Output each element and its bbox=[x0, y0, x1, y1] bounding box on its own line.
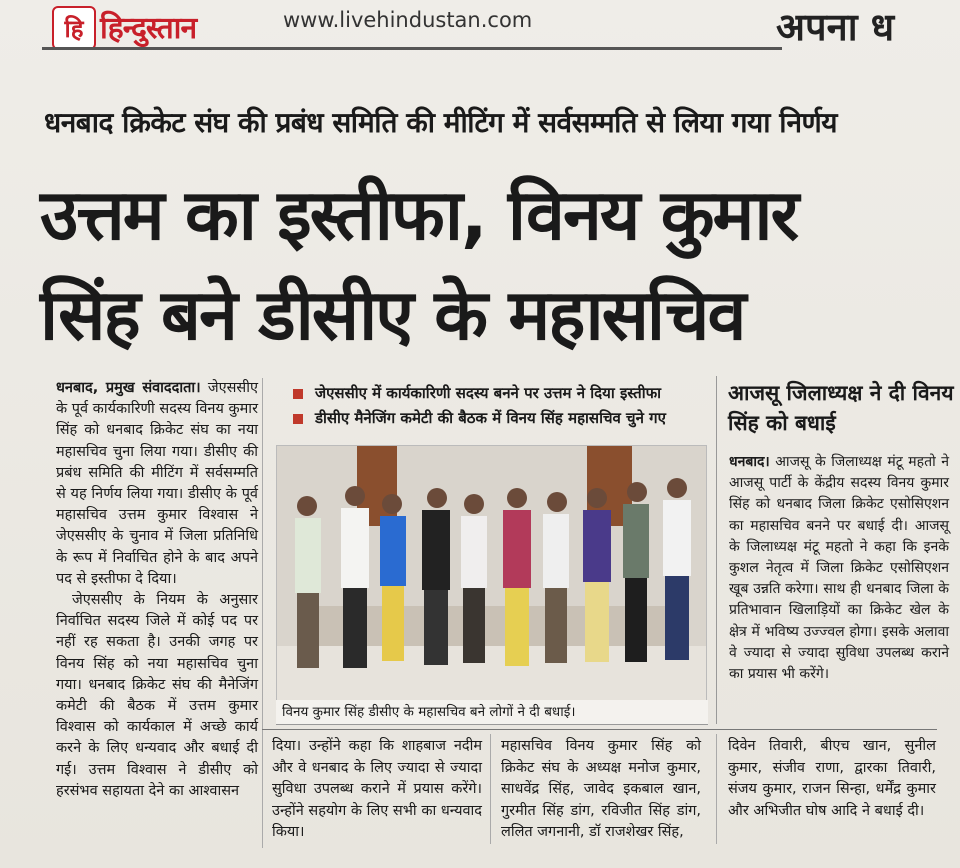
section-rule bbox=[262, 729, 937, 730]
sidebar-column-2: दिवेन तिवारी, बीएच खान, सुनील कुमार, संजीव राणा, द्वारका तिवारी, संजय कुमार, राजन सिन्हा, धर्मेंद्र कुमार और अभिजीत घोष आदि ने बधाई दी। bbox=[728, 738, 936, 819]
col1-paragraph-2: जेएससीए के नियम के अनुसार निर्वाचित सदस्य जिले में कोई पद पर नहीं रह सकता है। उनकी जगह पर विनय सिंह को नया महासचिव चुना गया। धनबाद क्रिकेट संघ की मैनेजिंग कमेटी की बैठक में उत्तम कुमार विश्वास को कार्यकाल में अच्छे कार्य करने के लिए धन्यवाद और बधाई दी गई। उत्तम विश्वास ने डीसीए को हरसंभव सहायता देने का आश्वासन bbox=[56, 592, 258, 799]
group-photo-illustration bbox=[277, 446, 706, 700]
highlight-item: डीसीए मैनेजिंग कमेटी की बैठक में विनय सिंह महासचिव चुने गए bbox=[293, 406, 693, 431]
column-divider bbox=[490, 734, 491, 844]
article-kicker: धनबाद क्रिकेट संघ की प्रबंध समिति की मीटिंग में सर्वसम्मति से लिया गया निर्णय bbox=[44, 106, 838, 139]
section-title: अपना ध bbox=[776, 5, 895, 49]
column-divider bbox=[716, 734, 717, 844]
dateline: धनबाद, प्रमुख संवाददाता। bbox=[56, 380, 201, 396]
sidebar-headline: आजसू जिलाध्यक्ष ने दी विनय सिंह को बधाई bbox=[728, 381, 954, 435]
headline-line-1: उत्तम का इस्तीफा, विनय कुमार bbox=[40, 174, 798, 256]
article-column-2: दिया। उन्होंने कहा कि शाहबाज नदीम और वे धनबाद के लिए ज्यादा से ज्यादा सुविधा उपलब्ध कराने में प्रयास करेंगे। उन्होंने सहयोग के लिए सभी का धन्यवाद किया। bbox=[272, 738, 482, 840]
highlights-list bbox=[293, 381, 693, 431]
group-photo bbox=[276, 445, 707, 701]
masthead-rule bbox=[42, 47, 782, 50]
newspaper-logo: हि bbox=[52, 6, 96, 50]
headline-line-2: सिंह बने डीसीए के महासचिव bbox=[40, 274, 745, 356]
sidebar-divider bbox=[716, 376, 717, 724]
highlight-item: जेएससीए में कार्यकारिणी सदस्य बनने पर उत्तम ने दिया इस्तीफा bbox=[293, 381, 693, 406]
sidebar-text: आजसू के जिलाध्यक्ष मंटू महतो ने आजसू पार्टी के केंद्रीय सदस्य विनय कुमार सिंह को धनबाद जिला क्रिकेट एसोसिएशन का महासचिव बनने पर बधाई दी। आजसू के जिलाध्यक्ष मंटू महतो ने कहा कि इनके कुशल नेतृत्व में जिला क्रिकेट एसोसिएशन खूब उन्नति करेगा। साथ ही धनबाद जिला के प्रतिभावान खिलाड़ियों का क्रिकेट खेल के क्षेत्र में भविष्य उज्ज्वल होगा। इसके अलावा वे ज्यादा से ज्यादा सुविधा उपलब्ध कराने का प्रयास भी करेंगे। bbox=[729, 454, 949, 683]
sidebar-body bbox=[729, 452, 949, 685]
newspaper-brand: हिन्दुस्तान bbox=[100, 11, 197, 46]
bullet-square-icon bbox=[293, 389, 303, 399]
article-column-3: महासचिव विनय कुमार सिंह को क्रिकेट संघ के अध्यक्ष मनोज कुमार, साधवेंद्र सिंह, जावेद इकबाल खान, गुरमीत सिंह डांग, रविजीत सिंह डांग, ललित जगनानी, डॉ राजशेखर सिंह, bbox=[501, 738, 701, 840]
column-divider bbox=[262, 378, 263, 848]
bullet-square-icon bbox=[293, 414, 303, 424]
article-column-1 bbox=[56, 378, 258, 802]
sidebar-dateline: धनबाद। bbox=[729, 454, 770, 470]
photo-caption: विनय कुमार सिंह डीसीए के महासचिव बने लोगों ने दी बधाई। bbox=[276, 700, 708, 725]
col1-paragraph-1: जेएससीए के पूर्व कार्यकारिणी सदस्य विनय कुमार सिंह को धनबाद क्रिकेट संघ का नया महासचिव चुना लिया गया। डीसीए की प्रबंध समिति की मीटिंग में सर्वसम्मति से यह निर्णय लिया गया। डीसीए के पूर्व महासचिव उत्तम कुमार विश्वास ने जेएससीए के चुनाव में जिला प्रतिनिधि के रूप में निर्वाचित होने के बाद अपने पद से इस्तीफा दे दिया। bbox=[56, 380, 258, 587]
website-url: www.livehindustan.com bbox=[283, 8, 533, 32]
